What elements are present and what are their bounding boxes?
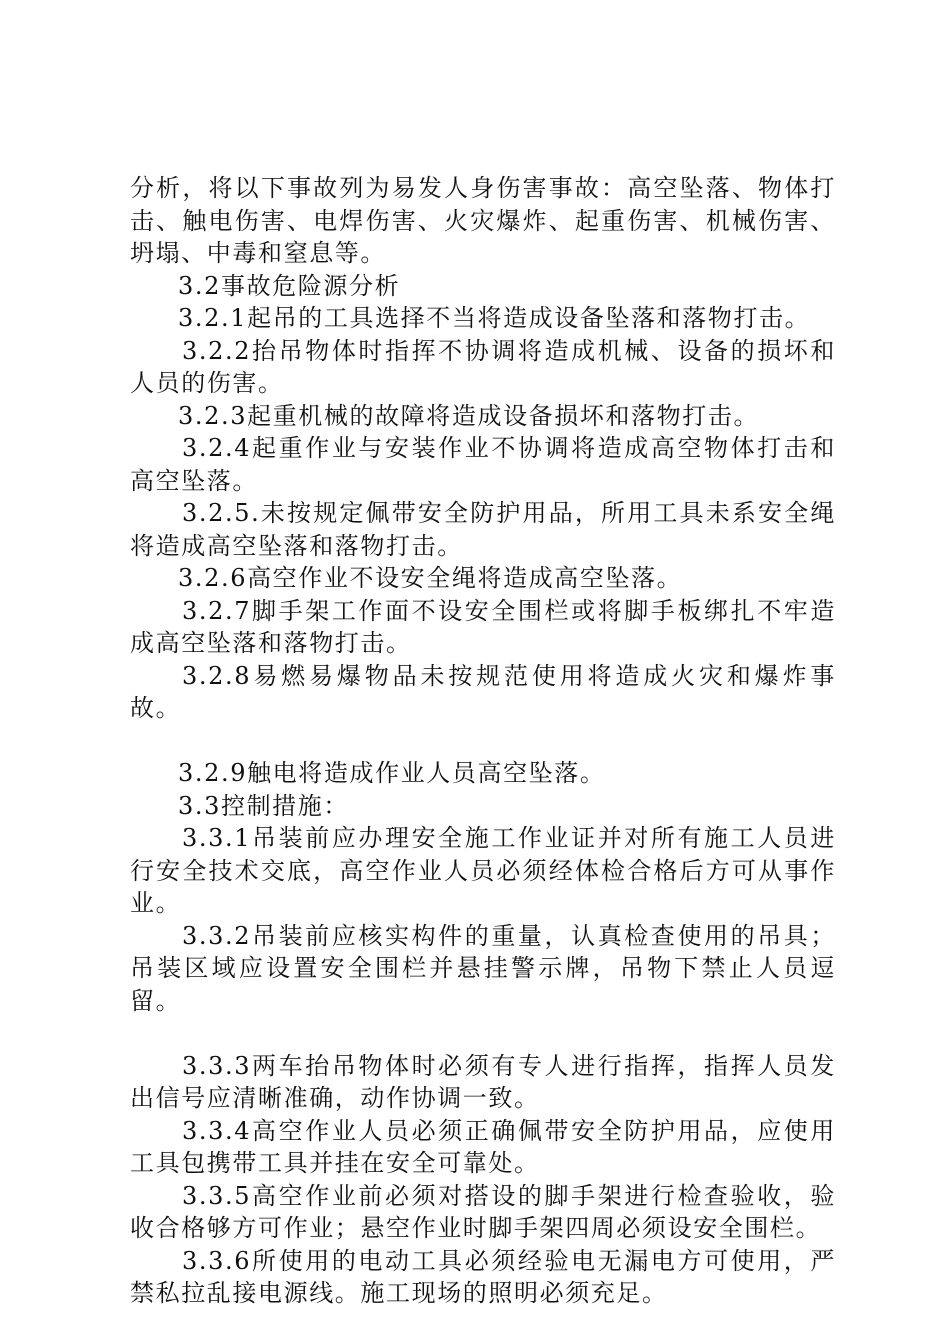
heading-3-3: 3.3控制措施：: [178, 791, 349, 820]
paragraph-3-2-2: 3.2.2抬吊物体时指挥不协调将造成机械、设备的损坏和人员的伤害。: [130, 336, 836, 397]
paragraph-3-3-6: 3.3.6所使用的电动工具必须经验电无漏电方可使用，严禁私拉乱接电源线。施工现场的照明必须充足。: [130, 1246, 836, 1307]
paragraph-3-2-5: 3.2.5.未按规定佩带安全防护用品，所用工具未系安全绳将造成高空坠落和落物打击。: [130, 499, 836, 560]
paragraph-3-2-3: 3.2.3起重机械的故障将造成设备损坏和落物打击。: [178, 401, 760, 430]
paragraph-3-2-4: 3.2.4起重作业与安装作业不协调将造成高空物体打击和高空坠落。: [130, 434, 836, 495]
paragraph-3-3-3: 3.3.3两车抬吊物体时必须有专人进行指挥，指挥人员发出信号应清晰准确，动作协调一致。: [130, 1051, 836, 1112]
document-body: [130, 172, 836, 1310]
paragraph-3-2-1: 3.2.1起吊的工具选择不当将造成设备坠落和落物打击。: [178, 304, 811, 332]
paragraph-3-3-4: 3.3.4高空作业人员必须正确佩带安全防护用品，应使用工具包携带工具并挂在安全可靠处。: [130, 1116, 836, 1177]
paragraph-3-3-5: 3.3.5高空作业前必须对搭设的脚手架进行检查验收，验收合格够方可作业；悬空作业时脚手架四周必须设安全围栏。: [130, 1181, 836, 1242]
paragraph-3-2-9: 3.2.9触电将造成作业人员高空坠落。: [178, 759, 606, 787]
paragraph-3-2-8: 3.2.8易燃易爆物品未按规范使用将造成火灾和爆炸事故。: [130, 661, 836, 722]
paragraph-intro: 分析，将以下事故列为易发人身伤害事故：高空坠落、物体打击、触电伤害、电焊伤害、火灾爆炸、起重伤害、机械伤害、坍塌、中毒和窒息等。: [130, 174, 836, 267]
heading-3-2: 3.2事故危险源分析: [178, 271, 401, 300]
paragraph-3-2-6: 3.2.6高空作业不设安全绳将造成高空坠落。: [178, 564, 683, 592]
paragraph-3-3-1: 3.3.1吊装前应办理安全施工作业证并对所有施工人员进行安全技术交底，高空作业人员必须经体检合格后方可从事作业。: [130, 824, 836, 917]
paragraph-3-3-2: 3.3.2吊装前应核实构件的重量，认真检查使用的吊具；吊装区域应设置安全围栏并悬挂警示牌，吊物下禁止人员逗留。: [130, 921, 836, 1015]
paragraph-3-2-7: 3.2.7脚手架工作面不设安全围栏或将脚手板绑扎不牢造成高空坠落和落物打击。: [130, 596, 836, 657]
